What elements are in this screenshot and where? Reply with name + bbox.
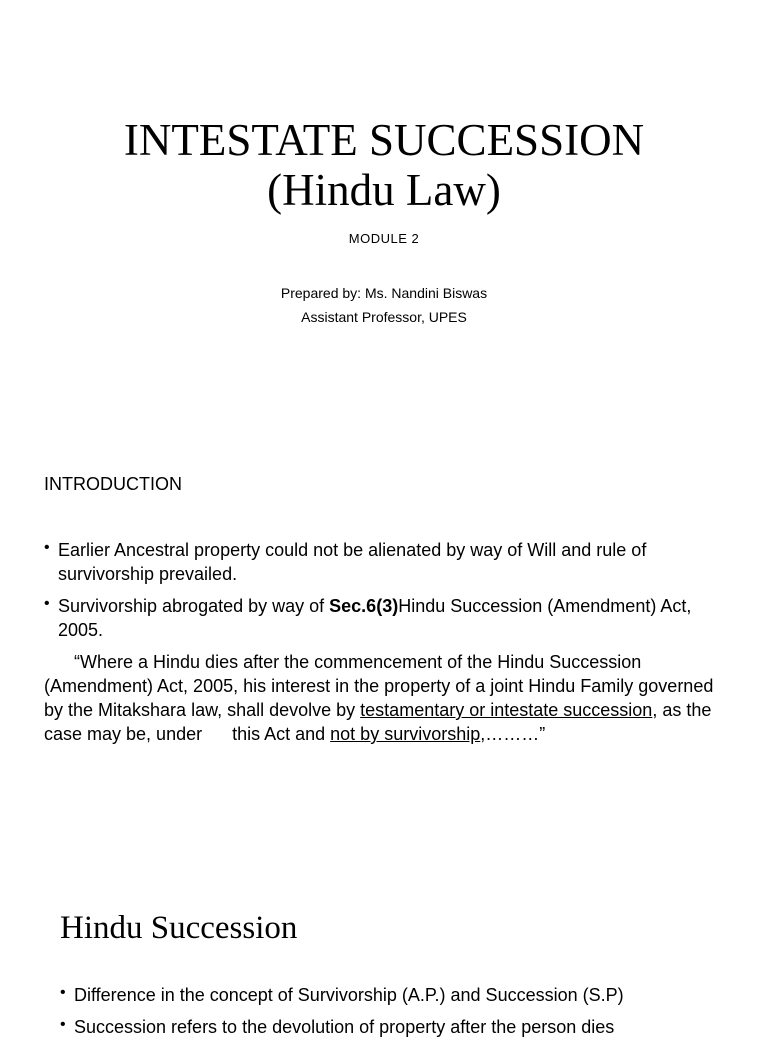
slide-title — [0, 0, 768, 438]
statute-quote — [44, 650, 734, 746]
quote-text: , as the case may be, under this Act and — [44, 700, 717, 744]
introduction-bullets — [44, 538, 728, 650]
introduction-heading: INTRODUCTION — [44, 474, 182, 494]
hindu-succession-bullets — [60, 983, 728, 1047]
bullet-text: Survivorship abrogated by way of — [58, 596, 330, 616]
title-line-1: INTESTATE SUCCESSION — [123, 115, 645, 165]
module-label: MODULE 2 — [348, 231, 420, 246]
quote-text: ,………” — [480, 724, 546, 744]
slide-introduction — [0, 438, 768, 870]
quote-underlined: testamentary or intestate succession — [360, 700, 653, 720]
hindu-succession-heading: Hindu Succession — [60, 910, 298, 946]
author-block — [0, 281, 768, 329]
bullet-text: Hindu Succession (Amendment) Act, 2005. — [58, 596, 692, 640]
bullet-item: • Succession refers to the devolution of property after the person dies — [60, 1015, 728, 1039]
section-reference: Sec.6(3) — [329, 596, 399, 616]
bullet-item: • Earlier Ancestral property could not be alienated by way of Will and rule of survivorship prevailed. — [44, 538, 728, 586]
quote-underlined: not by survivorship — [330, 724, 481, 744]
title-line-2: (Hindu Law) — [267, 165, 501, 215]
bullet-item — [44, 594, 728, 642]
bullet-item: • Difference in the concept of Survivorship (A.P.) and Succession (S.P) — [60, 983, 728, 1007]
slide-title-heading — [0, 115, 768, 215]
prepared-by: Prepared by: Ms. Nandini Biswas — [280, 285, 488, 301]
slide-hindu-succession — [0, 870, 768, 1037]
designation: Assistant Professor, UPES — [301, 309, 467, 325]
quote-text: “Where a Hindu dies after the commencement of the Hindu Succession (Amendment) Act, 2005, his interest in the property of a joint Hindu Family governed by the Mitakshara law, shall devolve by — [44, 652, 714, 720]
